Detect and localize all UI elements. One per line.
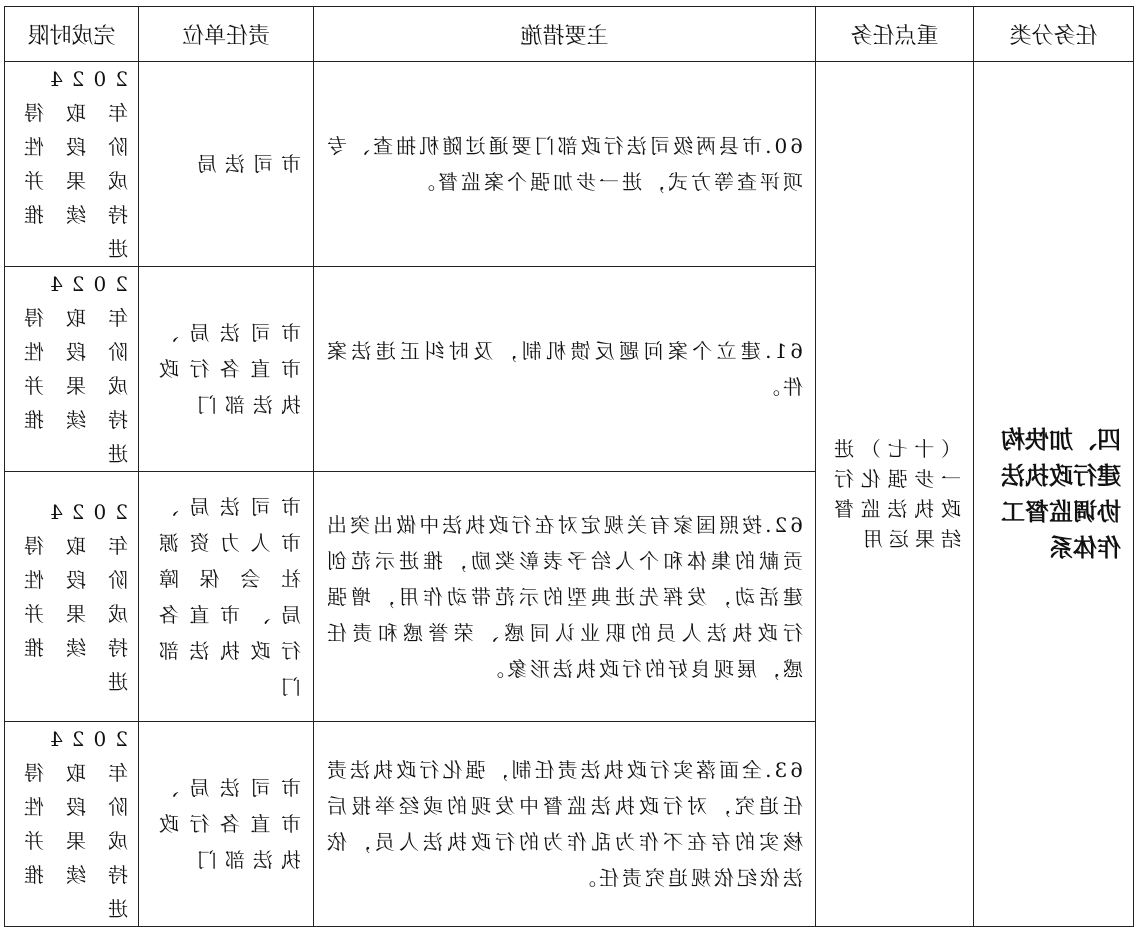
header-category: 任务分类 <box>974 7 1134 62</box>
unit-cell: 市司法局 <box>139 62 314 267</box>
unit-cell: 市司法局、市直各行政执法部门 <box>139 267 314 472</box>
measure-cell: 62.按照国家有关规定对在行政执法中做出突出贡献的集体和个人给予表彰奖励，推进示范创建活动，发挥先进典型的示范带动作用，增强行政执法人员的职业认同感、荣誉感和责任感，展现良好的行政执法形象。 <box>314 472 816 722</box>
unit-cell: 市司法局、市直各行政执法部门 <box>139 722 314 927</box>
header-key-task: 重点任务 <box>816 7 974 62</box>
header-measures: 主要措施 <box>314 7 816 62</box>
header-responsible-unit: 责任单位 <box>139 7 314 62</box>
header-deadline: 完成时限 <box>5 7 139 62</box>
header-row <box>5 7 1134 62</box>
deadline-cell: 2024年取得阶段性成果并持续推进 <box>5 62 139 267</box>
key-task-cell: （十七）进一步强化行政执法监督结果运用 <box>816 62 974 927</box>
deadline-cell: 2024年取得阶段性成果并持续推进 <box>5 472 139 722</box>
deadline-cell: 2024年取得阶段性成果并持续推进 <box>5 722 139 927</box>
measure-cell: 61.建立个案问题反馈机制，及时纠正违法案件。 <box>314 267 816 472</box>
measure-cell: 63.全面落实行政执法责任制，强化行政执法责任追究，对行政执法监督中发现的或经举报后核实的存在不作为乱作为的行政执法人员，依法依纪依规追究责任。 <box>314 722 816 927</box>
task-table <box>4 6 1134 927</box>
category-cell: 四、加快构建行政执法协调监督工作体系 <box>974 62 1134 927</box>
table-row <box>5 62 1134 267</box>
measure-cell: 60.市县两级司法行政部门要通过随机抽查、专项评查等方式，进一步加强个案监督。 <box>314 62 816 267</box>
unit-cell: 市司法局、市人力资源社会保障局、市直各行政执法部门 <box>139 472 314 722</box>
deadline-cell: 2024年取得阶段性成果并持续推进 <box>5 267 139 472</box>
